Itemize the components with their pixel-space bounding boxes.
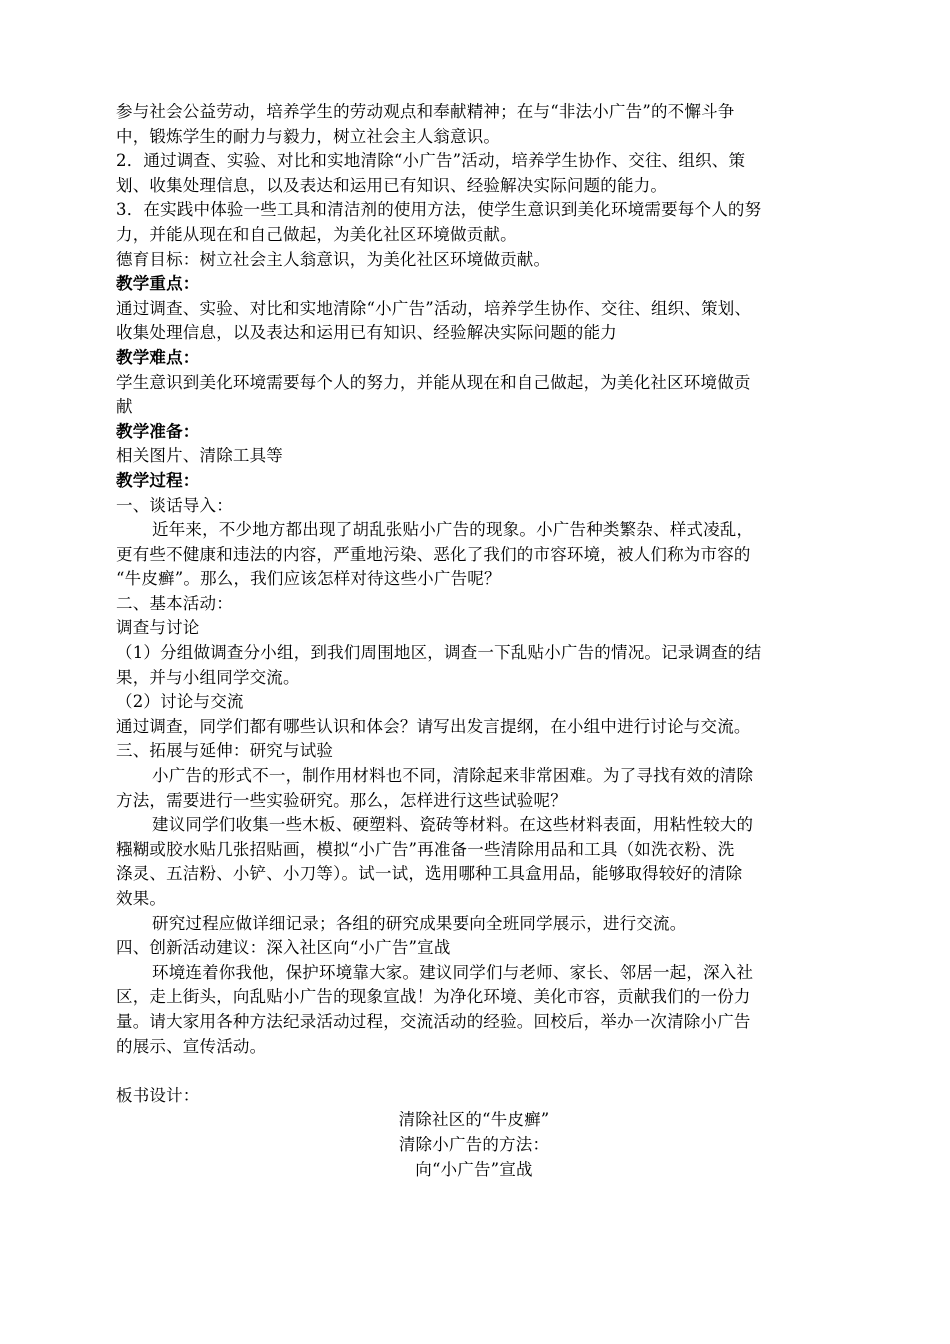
text-line: 力，并能从现在和自己做起，为美化社区环境做贡献。 <box>116 224 517 244</box>
text-line: 环境连着你我他，保护环境靠大家。建议同学们与老师、家长、邻居一起，深入社 <box>152 962 754 982</box>
text-line: 建议同学们收集一些木板、硬塑料、瓷砖等材料。在这些材料表面，用粘性较大的 <box>152 815 754 835</box>
text-line: 3．在实践中体验一些工具和清洁剂的使用方法，使学生意识到美化环境需要每个人的努 <box>116 200 762 220</box>
blank-line <box>116 1059 876 1084</box>
text-line: 通过调查，同学们都有哪些认识和体会？请写出发言提纲，在小组中进行讨论与交流。 <box>116 716 751 736</box>
text-line: 中，锻炼学生的耐力与毅力，树立社会主人翁意识。 <box>116 126 501 146</box>
text-line: 糨糊或胶水贴几张招贴画，模拟“小广告”再准备一些清除用品和工具（如洗衣粉、洗 <box>116 839 735 859</box>
text-line: 效果。 <box>116 889 167 908</box>
subsection-heading: 四、创新活动建议：深入社区向“小广告”宣战 <box>116 938 451 958</box>
section-heading-preparation: 教学准备： <box>116 421 200 441</box>
blackboard-line: 清除小广告的方法： <box>398 1134 550 1154</box>
text-line: 小广告的形式不一，制作用材料也不同，清除起来非常困难。为了寻找有效的清除 <box>152 766 754 786</box>
section-heading-process: 教学过程： <box>116 470 200 490</box>
text-line: （1）分组做调查分小组，到我们周围地区，调查一下乱贴小广告的情况。记录调查的结 <box>116 643 762 663</box>
section-heading-difficulties: 教学难点： <box>116 347 200 367</box>
blackboard-title: 清除社区的“牛皮癣” <box>398 1110 550 1130</box>
text-line: 献 <box>116 397 133 417</box>
text-line: 调查与讨论 <box>116 618 200 638</box>
text-line: 近年来，不少地方都出现了胡乱张贴小广告的现象。小广告种类繁杂、样式凌乱， <box>152 520 754 540</box>
section-heading-key-points: 教学重点： <box>116 274 200 294</box>
text-line: （2）讨论与交流 <box>116 692 244 712</box>
blackboard-line: 向“小广告”宣战 <box>415 1159 533 1179</box>
text-line: 方法，需要进行一些实验研究。那么，怎样进行这些试验呢？ <box>116 790 567 810</box>
text-line: 收集处理信息，以及表达和运用已有知识、经验解决实际问题的能力 <box>116 323 617 343</box>
text-line: 果，并与小组同学交流。 <box>116 667 300 687</box>
text-line: 参与社会公益劳动，培养学生的劳动观点和奉献精神；在与“非法小广告”的不懈斗争 <box>116 102 735 121</box>
text-line: “牛皮癣”。那么，我们应该怎样对待这些小广告呢？ <box>116 569 501 589</box>
text-line: 相关图片、清除工具等 <box>116 446 283 466</box>
subsection-heading: 二、基本活动： <box>116 593 233 613</box>
document-page <box>116 100 876 1182</box>
text-line: 的展示、宣传活动。 <box>116 1036 267 1056</box>
moral-objective-line: 德育目标：树立社会主人翁意识，为美化社区环境做贡献。 <box>116 249 551 269</box>
text-line: 研究过程应做详细记录；各组的研究成果要向全班同学展示，进行交流。 <box>152 913 687 933</box>
text-line: 2．通过调查、实验、对比和实地清除“小广告”活动，培养学生协作、交往、组织、策 <box>116 151 746 171</box>
text-line: 量。请大家用各种方法纪录活动过程，交流活动的经验。回校后，举办一次清除小广告 <box>116 1011 751 1031</box>
subsection-heading: 一、谈话导入： <box>116 495 233 515</box>
text-line: 更有些不健康和违法的内容，严重地污染、恶化了我们的市容环境，被人们称为市容的 <box>116 544 751 564</box>
text-line: 涤灵、五洁粉、小铲、小刀等）。试一试，选用哪种工具盒用品，能够取得较好的清除 <box>116 864 743 884</box>
text-line: 区，走上街头，向乱贴小广告的现象宣战！为净化环境、美化市容，贡献我们的一份力 <box>116 987 751 1007</box>
blackboard-design-label: 板书设计： <box>116 1085 200 1105</box>
text-line: 通过调查、实验、对比和实地清除“小广告”活动，培养学生协作、交往、组织、策划、 <box>116 298 752 318</box>
text-line: 学生意识到美化环境需要每个人的努力，并能从现在和自己做起，为美化社区环境做贡 <box>116 372 751 392</box>
subsection-heading: 三、拓展与延伸：研究与试验 <box>116 741 334 761</box>
text-line: 划、收集处理信息，以及表达和运用已有知识、经验解决实际问题的能力。 <box>116 175 668 195</box>
